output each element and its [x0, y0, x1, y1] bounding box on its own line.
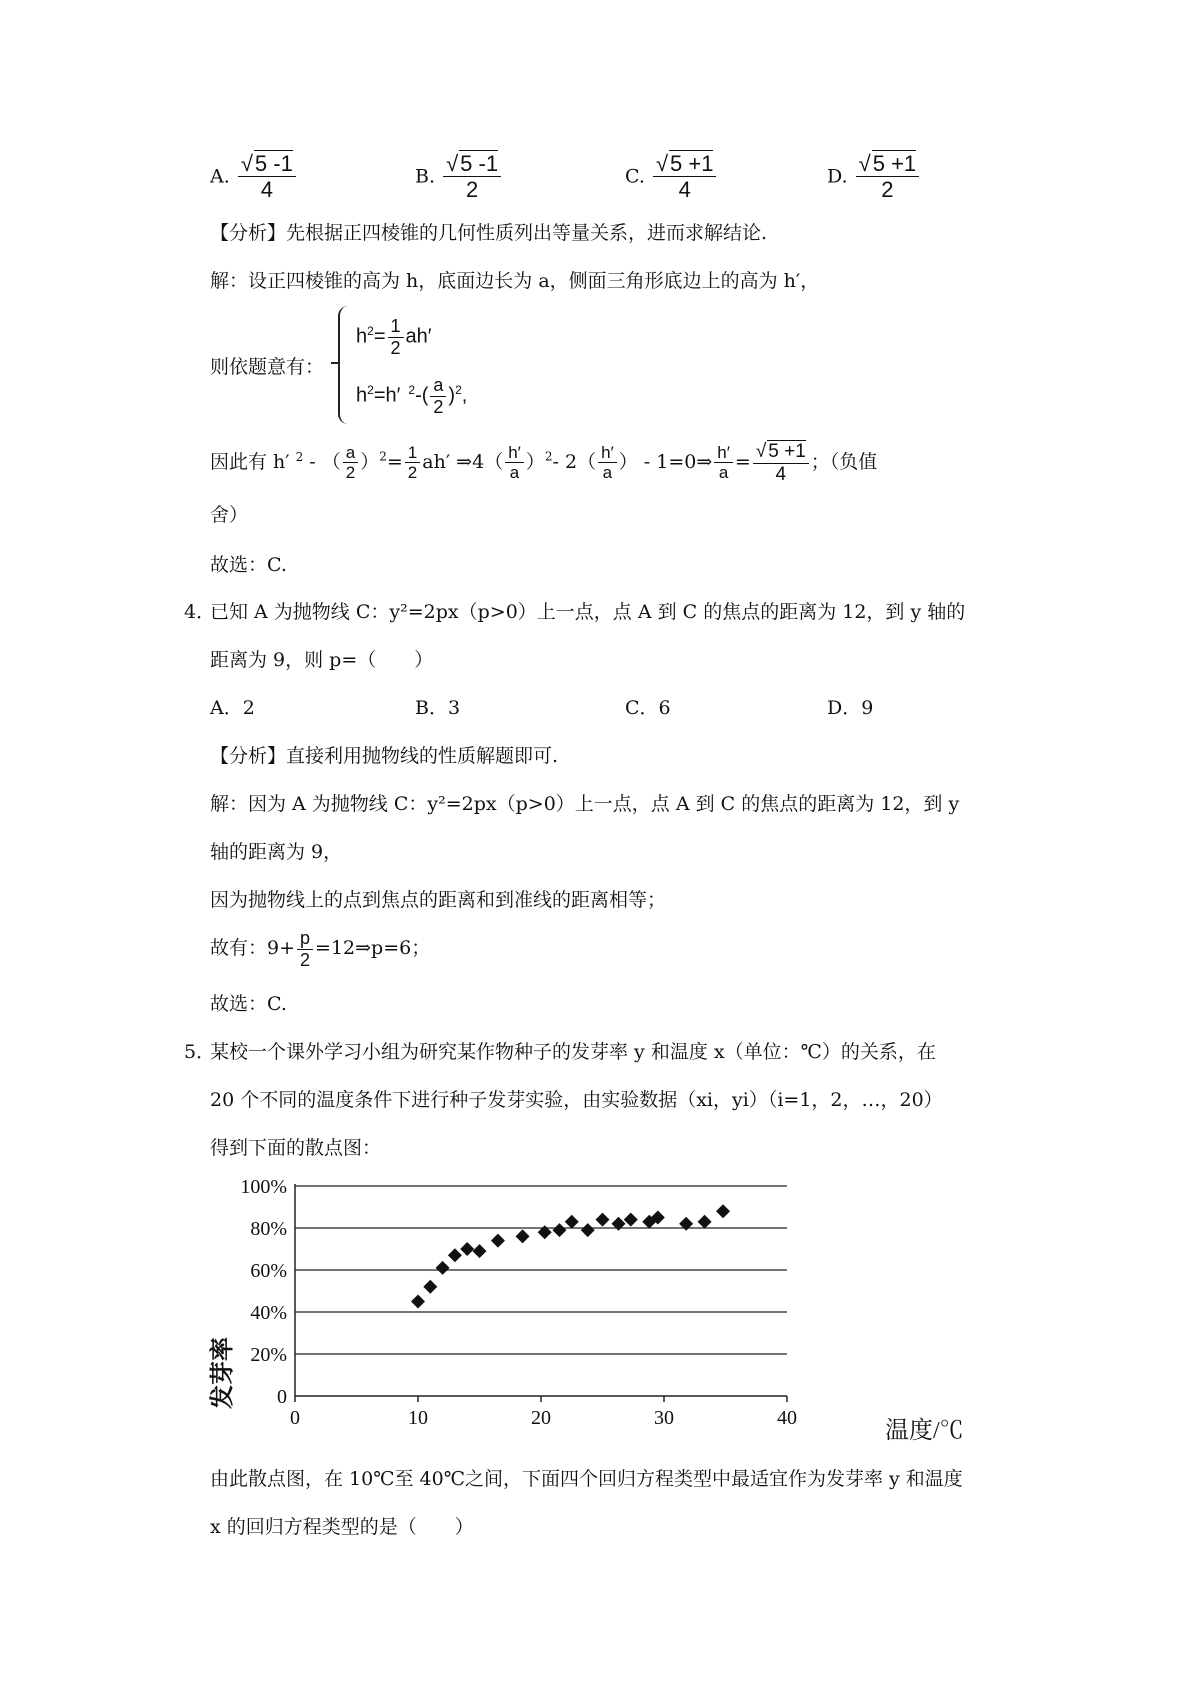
q4-option-c: C．6	[625, 697, 671, 719]
x-tick-label: 0	[290, 1407, 300, 1429]
q5-stem-line3: 得到下面的散点图：	[210, 1137, 382, 1159]
hence-frac-ha-2	[598, 443, 617, 483]
q3-option-d	[827, 150, 921, 203]
hence-equals: =	[386, 450, 403, 473]
hence-mid: ）	[525, 450, 545, 473]
q4-option-b: B．3	[415, 697, 461, 719]
chart-points	[411, 1204, 730, 1308]
hence-frac-ha-3-num: h′	[714, 443, 733, 464]
eq2-h: h	[356, 384, 368, 407]
y-tick-label: 100%	[240, 1176, 287, 1198]
data-point	[516, 1229, 530, 1243]
data-point	[679, 1217, 693, 1231]
x-tick-label: 40	[777, 1407, 797, 1429]
q3-option-a-fraction	[238, 150, 296, 203]
q5-stem-line1: 某校一个课外学习小组为研究某作物种子的发芽率 y 和温度 x（单位：℃）的关系，在	[210, 1041, 936, 1063]
chart-y-axis-label: 发芽率	[210, 1337, 236, 1409]
hence-frac-ha-1-den: a	[509, 463, 520, 483]
data-point	[611, 1217, 625, 1231]
x-tick-label: 10	[408, 1407, 428, 1429]
q3-answer: 故选：C.	[210, 554, 287, 576]
eq2-numerator: a	[430, 375, 446, 397]
sqrt-symbol: √	[655, 151, 669, 176]
q3-option-d-numerator: 5 +1	[872, 151, 917, 176]
hence-minus2: - 2（	[552, 450, 597, 473]
data-point	[473, 1244, 487, 1258]
hence-frac-a2-den: 2	[345, 463, 356, 483]
q4-solution-line1: 解：因为 A 为抛物线 C：y²=2px（p>0）上一点，点 A 到 C 的焦点的距离为 12，到 y	[210, 793, 960, 815]
q3-system-prefix: 则依题意有：	[210, 356, 325, 378]
data-point	[596, 1213, 610, 1227]
hence-frac-ha-2-num: h′	[598, 443, 617, 464]
q3-option-b-label: B.	[415, 165, 436, 188]
q4-stem-line2: 距离为 9，则 p=（ ）	[210, 649, 434, 671]
hence-frac-ha-3-den: a	[718, 463, 729, 483]
eq2-mid: =h′	[373, 384, 401, 407]
eq1-fraction	[388, 316, 404, 358]
hence-frac-a2-num: a	[343, 443, 358, 464]
q5-number: 5．	[184, 1041, 216, 1063]
hence-frac-a2	[343, 443, 358, 483]
q3-analysis: 【分析】先根据正四棱锥的几何性质列出等量关系，进而求解结论.	[210, 222, 768, 244]
q4-sol-denominator: 2	[300, 949, 311, 970]
q3-hence-line2: 舍）	[210, 504, 249, 526]
data-point	[538, 1225, 552, 1239]
q3-option-a-label: A.	[210, 165, 230, 188]
q3-option-d-denominator: 2	[881, 177, 894, 203]
sqrt-symbol: √	[858, 151, 871, 176]
q4-solution-line4	[210, 928, 430, 970]
hence-part2: ）	[360, 450, 380, 473]
eq1-tail: ah′	[405, 325, 432, 348]
left-brace	[338, 306, 354, 424]
germination-scatter-chart	[200, 1168, 980, 1458]
hence-frac-ha-1-num: h′	[505, 443, 524, 464]
q4-sol-prefix: 故有：9+	[210, 937, 296, 960]
hence-frac-result-num: 5 +1	[768, 441, 806, 462]
q4-sol-numerator: p	[297, 928, 313, 950]
q3-option-a	[210, 150, 298, 203]
q3-hence-line	[210, 440, 877, 486]
q3-option-d-fraction	[856, 150, 920, 203]
hence-exp3: 2	[544, 449, 553, 464]
q4-option-a: A．2	[210, 697, 255, 719]
q4-sol-tail: =12⇒p=6；	[315, 937, 431, 960]
chart-x-ticks	[290, 1396, 797, 1429]
q5-stem-line2: 20 个不同的温度条件下进行种子发芽实验，由实验数据（xi，yi）（i=1，2，…，20）	[210, 1089, 943, 1111]
eq2-close: )	[448, 384, 456, 407]
q3-option-c-label: C.	[625, 165, 645, 188]
data-point	[581, 1223, 595, 1237]
eq2-exponent-c: 2	[455, 382, 462, 397]
q3-option-c-denominator: 4	[678, 177, 691, 203]
hence-exp1: 2	[295, 449, 304, 464]
eq1-h: h	[356, 325, 368, 348]
q4-sol-fraction	[297, 928, 313, 970]
hence-exp2: 2	[379, 449, 387, 464]
hence-frac-ha-2-den: a	[602, 463, 613, 483]
chart-grid	[295, 1186, 787, 1354]
data-point	[460, 1242, 474, 1256]
q3-option-d-label: D.	[827, 165, 848, 188]
q3-equation-1	[356, 316, 432, 358]
q4-solution-line2: 轴的距离为 9，	[210, 841, 343, 863]
q3-option-b	[415, 150, 503, 203]
y-tick-label: 20%	[250, 1344, 287, 1366]
hence-frac-half-den: 2	[407, 463, 418, 483]
eq1-exponent: 2	[367, 323, 374, 338]
data-point	[698, 1215, 712, 1229]
x-tick-label: 30	[654, 1407, 674, 1429]
hence-equals2: =	[734, 450, 751, 473]
sqrt-symbol: √	[446, 151, 459, 176]
sqrt-symbol: √	[240, 151, 253, 176]
q4-solution-line3: 因为抛物线上的点到焦点的距离和到准线的距离相等；	[210, 889, 667, 911]
hence-frac-ha-1	[505, 443, 524, 483]
data-point	[716, 1204, 730, 1218]
hence-end1: ） - 1=0⇒	[618, 450, 713, 473]
hence-frac-result-den: 4	[775, 463, 787, 485]
q4-option-d: D．9	[827, 697, 874, 719]
hence-ah: ah′ ⇒4（	[422, 450, 504, 473]
data-point	[411, 1295, 425, 1309]
hence-part1: - （	[309, 450, 341, 473]
eq2-exponent-b: 2	[408, 382, 416, 397]
data-point	[448, 1248, 462, 1262]
q3-equation-2	[356, 375, 467, 417]
data-point	[552, 1223, 566, 1237]
chart-axes	[295, 1184, 787, 1396]
eq2-fraction	[430, 375, 446, 417]
data-point	[436, 1261, 450, 1275]
eq1-denominator: 2	[390, 337, 401, 358]
q4-analysis: 【分析】直接利用抛物线的性质解题即可.	[210, 745, 559, 767]
x-tick-label: 20	[531, 1407, 551, 1429]
q3-option-b-fraction	[443, 150, 501, 203]
q3-option-b-numerator: 5 -1	[460, 151, 499, 176]
q4-stem-line1: 已知 A 为抛物线 C：y²=2px（p>0）上一点，点 A 到 C 的焦点的距离为 12，到 y 轴的	[210, 601, 966, 623]
hence-frac-half	[405, 443, 420, 483]
hence-prefix: 因此有 h′	[210, 450, 290, 473]
q4-answer: 故选：C.	[210, 993, 287, 1015]
sqrt-symbol: √	[755, 441, 767, 462]
q3-option-b-denominator: 2	[465, 177, 479, 203]
q3-option-c-numerator: 5 +1	[670, 151, 714, 176]
hence-frac-result	[753, 440, 809, 486]
eq1-equals: =	[373, 325, 386, 348]
q3-solution-line1: 解：设正四棱锥的高为 h，底面边长为 a，侧面三角形底边上的高为 h′，	[210, 270, 820, 292]
data-point	[423, 1280, 437, 1294]
y-tick-label: 80%	[250, 1218, 287, 1240]
q3-option-a-numerator: 5 -1	[254, 151, 293, 176]
chart-x-axis-label: 温度/℃	[885, 1418, 964, 1444]
data-point	[565, 1215, 579, 1229]
y-tick-label: 60%	[250, 1260, 287, 1282]
chart-y-ticks	[240, 1176, 287, 1408]
y-tick-label: 0	[277, 1386, 287, 1408]
q5-after-line1: 由此散点图，在 10℃至 40℃之间，下面四个回归方程类型中最适宜作为发芽率 y 和温度	[210, 1468, 963, 1490]
q5-after-line2: x 的回归方程类型的是（ ）	[210, 1516, 474, 1538]
q3-option-c	[625, 150, 718, 203]
data-point	[491, 1234, 505, 1248]
hence-frac-half-num: 1	[405, 443, 420, 464]
y-tick-label: 40%	[250, 1302, 287, 1324]
data-point	[624, 1213, 638, 1227]
eq2-minus: -(	[415, 384, 429, 407]
q3-option-c-fraction	[653, 150, 717, 203]
eq1-numerator: 1	[388, 316, 404, 338]
eq2-denominator: 2	[433, 396, 444, 417]
eq2-comma: ,	[461, 384, 468, 407]
q3-option-a-denominator: 4	[260, 177, 273, 203]
hence-tail: ；（负值	[810, 450, 878, 473]
q4-number: 4．	[184, 601, 216, 623]
eq2-exponent: 2	[367, 382, 374, 397]
hence-frac-ha-3	[714, 443, 733, 483]
